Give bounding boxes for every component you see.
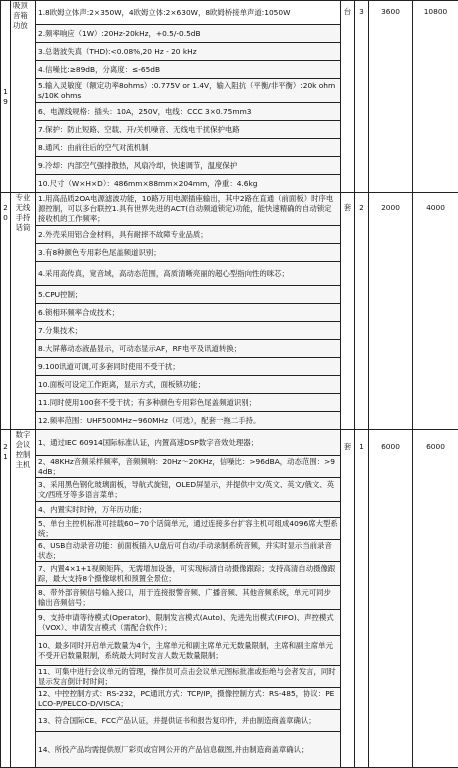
spec-line: 8.通风：由前往后的空气对流机制 (36, 139, 341, 157)
spec-line: 3、采用黑色钢化玻璃面板，导航式旋钮，OLED屏显示，并提供中文/英文、英文/俄文、英文/西班牙等多语言菜单； (36, 478, 341, 502)
spec-line: 9、支持申请等待模式(Operator)、限制发言模式(Auto)、先进先出模式(FIFO)、声控模式（VOX）、申请发言模式（需配合软件）； (36, 610, 341, 636)
spec-line: 7.保护：防止短路、空载、开/关机噪音、无线电干扰保护电路 (36, 121, 341, 139)
item-unit: 套 (341, 193, 355, 430)
spec-line: 9.100讯道可调,可多套同时使用不受干扰； (36, 358, 341, 376)
item-price: 3600 (369, 1, 413, 193)
spec-line: 8.大屏幕动态液晶显示，可动态显示AF，RF电平及讯道转换； (36, 340, 341, 358)
spec-line: 3.总谐波失真（THD):<0.08%,20 Hz - 20 kHz (36, 43, 341, 61)
item-number: 21 (1, 430, 11, 768)
spec-line: 1、通过IEC 60914国际标准认证，内置高速DSP数字音效处理器； (36, 430, 341, 456)
spec-line: 9.冷却：内部空气强排散热，风扇冷却，快速调节，温度保护 (36, 157, 341, 175)
spec-line: 1.8欧姆立体声:2×350W，4欧姆立体:2×630W，8欧姆桥接单声道:1050W (36, 1, 341, 25)
item-name: 吸顶音箱功放 (11, 1, 36, 193)
spec-line: 11、可集中进行会议单元的管理，操作员可点击会议单元图标批准或拒绝与会者发言，同时显示发言倒计时时间； (36, 666, 341, 688)
spec-line: 7、内置4×1+1视频矩阵，无需增加设备，可实现标清自动摄像跟踪；支持高清自动摄像跟踪，最大支持8个摄像球机和预置全景位； (36, 562, 341, 586)
item-name: 数字会议控制主机 (11, 430, 36, 768)
item-name: 专业无线手持话筒 (11, 193, 36, 430)
spec-line: 6、电源线规格：插头：10A，250V，电线：CCC 3×0.75mm3 (36, 103, 341, 121)
spec-line: 1.用高品质2OA电源滤波功能，10路万用电源插座输出，其中2路在直通（前面板）时序电源控制，可以多台联控1.具有世界先进的ACT(自动频道锁定)功能，能快速精确的自动锁定接收机的工作频率； (36, 193, 341, 226)
item-total: 10800 (413, 1, 458, 193)
spec-line: 10.面板可设定工作距离，显示方式，面板锁功能； (36, 376, 341, 394)
spec-line: 12、中控控制方式：RS-232，PC通讯方式：TCP/IP，摄像控制方式：RS-485，协议：PELCO-P/PELCO-D/VISCA； (36, 688, 341, 710)
spec-line: 6、USB自动录音功能：前面板插入U盘后可自动/手动录制系统音频，并实时显示当前录音状态； (36, 540, 341, 562)
item-qty: 3 (355, 1, 369, 193)
spec-line: 2.外壳采用铝合金材料，具有耐摔不故障专业品质； (36, 226, 341, 244)
item-number: 20 (1, 193, 11, 430)
item-unit: 台 (341, 1, 355, 193)
item-total: 6000 (413, 430, 458, 768)
spec-line: 2.频率响应（1W）:20Hz-20kHz，+0.5/-0.5dB (36, 25, 341, 43)
spec-line: 5.输入灵敏度（额定功率8ohms）:0.775V or 1.4V，输入阻抗（平衡/非平衡）:20k ohms/10K ohms (36, 79, 341, 103)
spec-line: 4.信噪比:≥89dB，分离度：≤-65dB (36, 61, 341, 79)
item-unit: 套 (341, 430, 355, 768)
spec-line: 5.CPU控制； (36, 286, 341, 304)
spec-line: 10、最多同时开启单元数量为4个，主席单元和副主席单元无数量限制，主席和副主席单元不受开启数量限制，系统最大同时发言人数无数量限制； (36, 636, 341, 666)
spec-line: 10.尺寸（W×H×D）：486mm×88mm×204mm，净重：4.6kg (36, 175, 341, 193)
spec-line: 11.同时使用100套不受干扰；有多种颜色专用彩色尾盖频道识别； (36, 394, 341, 412)
spec-line: 3.有8种颜色专用彩色尾盖频道识别； (36, 244, 341, 262)
spec-line: 2、48KHz音频采样频率，音频频响：20Hz～20KHz，信噪比：>96dBA，动态范围：>94dB； (36, 456, 341, 478)
spec-line: 13、符合国际CE、FCC产品认证，并提供证书和报告复印件，并由制造商盖章确认； (36, 710, 341, 732)
item-price: 2000 (369, 193, 413, 430)
spec-line: 4.采用高传真，宽音域，高动态范围，高质清晰亮丽的超心型指向性的咪芯； (36, 262, 341, 286)
spec-line: 5、单台主控机标准可挂载60~70个话筒单元，通过连接多台扩容主机可组成4096席大型系统； (36, 518, 341, 540)
item-total: 4000 (413, 193, 458, 430)
spec-line: 14、所投产品均需提供原厂彩页或官网公开的产品信息截图,并由制造商盖章确认； (36, 732, 341, 768)
spec-line: 7.分集技术； (36, 322, 341, 340)
spec-line: 4、内置实时时钟，万年历功能； (36, 502, 341, 518)
spec-line: 12.频率范围：UHF500MHz~960MHz（可选），配套一拖二手持。 (36, 412, 341, 430)
item-qty: 1 (355, 430, 369, 768)
item-qty: 2 (355, 193, 369, 430)
item-number: 19 (1, 1, 11, 193)
spec-line: 8、带外部音频信号输入接口，用于连接报警音频、广播音频、其他音频系统，单元可同步输出音频信号； (36, 586, 341, 610)
item-price: 6000 (369, 430, 413, 768)
spec-line: 6.锁相环频率合成技术； (36, 304, 341, 322)
